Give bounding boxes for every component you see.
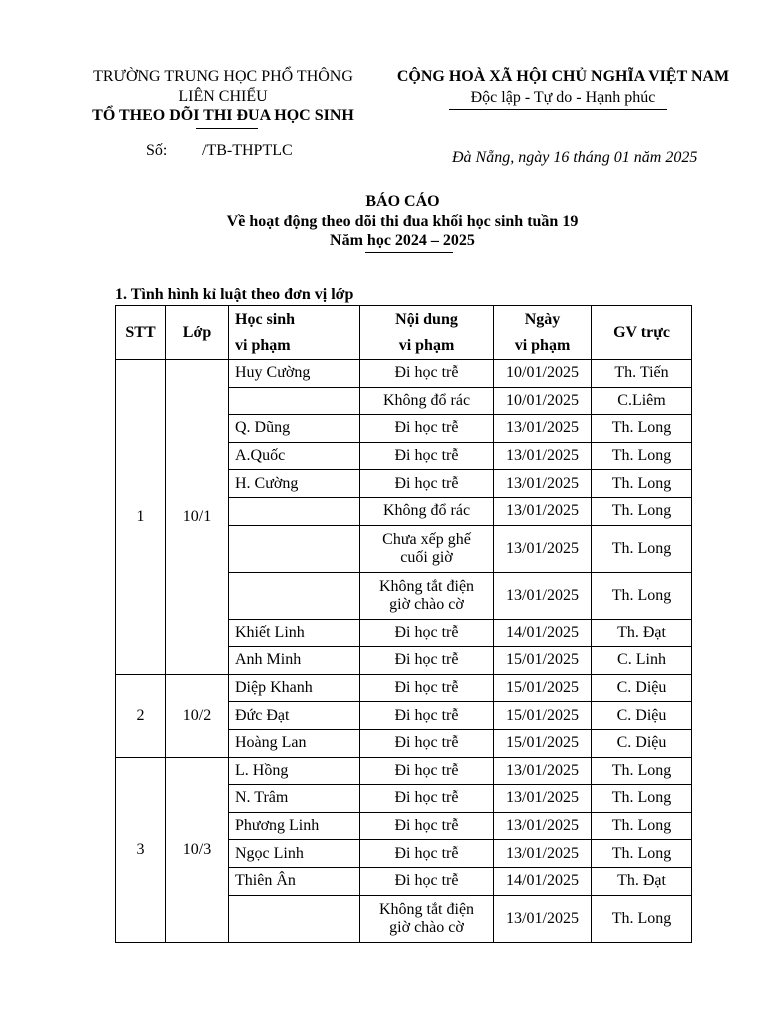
cell-date: 13/01/2025 — [494, 415, 592, 443]
doc-number-suffix: /TB-THPTLC — [202, 142, 293, 159]
table-row — [116, 674, 692, 702]
cell-student: A.Quốc — [229, 442, 360, 470]
cell-teacher: Th. Long — [592, 895, 692, 942]
national-motto: Độc lập - Tự do - Hạnh phúc — [470, 89, 656, 106]
cell-content: Đi học trễ — [360, 415, 494, 443]
country-name: CỘNG HOÀ XÃ HỘI CHỦ NGHĨA VIỆT NAM — [396, 68, 730, 85]
cell-date: 13/01/2025 — [494, 757, 592, 785]
cell-student: L. Hồng — [229, 757, 360, 785]
cell-student: Khiết Linh — [229, 619, 360, 647]
cell-teacher: Th. Long — [592, 525, 692, 572]
cell-teacher: Th. Long — [592, 572, 692, 619]
cell-content: Đi học trễ — [360, 470, 494, 498]
table-header-row — [116, 306, 692, 360]
cell-content: Đi học trễ — [360, 702, 494, 730]
cell-stt: 2 — [116, 674, 166, 757]
cell-teacher: Th. Long — [592, 415, 692, 443]
cell-student: Hoàng Lan — [229, 729, 360, 757]
unit-name: TỔ THEO DÕI THI ĐUA HỌC SINH — [92, 107, 354, 124]
school-year: Năm học 2024 – 2025 — [330, 232, 475, 249]
cell-date: 15/01/2025 — [494, 674, 592, 702]
cell-content: Không tắt điện giờ chào cờ — [360, 572, 494, 619]
doc-number-label: Số: — [146, 142, 168, 159]
cell-student: Thiên Ân — [229, 867, 360, 895]
cell-student — [229, 572, 360, 619]
cell-date: 13/01/2025 — [494, 525, 592, 572]
cell-student: N. Trâm — [229, 785, 360, 813]
cell-teacher: C. Diệu — [592, 729, 692, 757]
cell-student — [229, 387, 360, 415]
cell-date: 13/01/2025 — [494, 785, 592, 813]
unit-underline — [196, 128, 258, 129]
cell-teacher: C. Diệu — [592, 702, 692, 730]
cell-content: Đi học trễ — [360, 757, 494, 785]
cell-date: 13/01/2025 — [494, 470, 592, 498]
cell-date: 14/01/2025 — [494, 619, 592, 647]
cell-student: Q. Dũng — [229, 415, 360, 443]
cell-content: Đi học trễ — [360, 867, 494, 895]
cell-class: 10/2 — [166, 674, 229, 757]
cell-student — [229, 895, 360, 942]
header-stt: STT — [116, 306, 166, 360]
cell-student: Diệp Khanh — [229, 674, 360, 702]
cell-teacher: Th. Long — [592, 470, 692, 498]
cell-teacher: C.Liêm — [592, 387, 692, 415]
cell-content: Không tắt điện giờ chào cờ — [360, 895, 494, 942]
cell-student — [229, 497, 360, 525]
header-date: Ngày vi phạm — [494, 306, 592, 360]
cell-content: Không đổ rác — [360, 387, 494, 415]
table-row — [116, 360, 692, 388]
cell-content: Đi học trễ — [360, 812, 494, 840]
cell-class: 10/3 — [166, 757, 229, 942]
report-title: BÁO CÁO — [365, 193, 440, 210]
cell-teacher: Th. Long — [592, 785, 692, 813]
header-teacher: GV trực — [592, 306, 692, 360]
cell-date: 13/01/2025 — [494, 840, 592, 868]
header-content: Nội dung vi phạm — [360, 306, 494, 360]
table-body — [116, 360, 692, 943]
cell-content: Đi học trễ — [360, 619, 494, 647]
cell-student: Huy Cường — [229, 360, 360, 388]
cell-student: Đức Đạt — [229, 702, 360, 730]
motto-underline — [449, 109, 667, 110]
cell-student: Phương Linh — [229, 812, 360, 840]
cell-student: Anh Minh — [229, 647, 360, 675]
cell-content: Đi học trễ — [360, 785, 494, 813]
cell-date: 13/01/2025 — [494, 497, 592, 525]
cell-date: 10/01/2025 — [494, 360, 592, 388]
discipline-table — [115, 305, 692, 943]
header-class: Lớp — [166, 306, 229, 360]
cell-teacher: Th. Tiến — [592, 360, 692, 388]
cell-content: Đi học trễ — [360, 674, 494, 702]
school-name-line2: LIÊN CHIỂU — [178, 88, 268, 105]
cell-teacher: Th. Đạt — [592, 867, 692, 895]
cell-content: Chưa xếp ghế cuối giờ — [360, 525, 494, 572]
year-underline — [365, 252, 453, 253]
cell-date: 15/01/2025 — [494, 647, 592, 675]
cell-stt: 1 — [116, 360, 166, 675]
cell-teacher: C. Diệu — [592, 674, 692, 702]
cell-student: H. Cường — [229, 470, 360, 498]
cell-student: Ngọc Linh — [229, 840, 360, 868]
cell-date: 14/01/2025 — [494, 867, 592, 895]
cell-date: 13/01/2025 — [494, 895, 592, 942]
cell-date: 13/01/2025 — [494, 442, 592, 470]
cell-teacher: Th. Đạt — [592, 619, 692, 647]
cell-teacher: Th. Long — [592, 442, 692, 470]
cell-date: 13/01/2025 — [494, 812, 592, 840]
section-heading: 1. Tình hình kỉ luật theo đơn vị lớp — [115, 286, 354, 303]
cell-content: Đi học trễ — [360, 729, 494, 757]
cell-content: Đi học trễ — [360, 647, 494, 675]
place-date: Đà Nẵng, ngày 16 tháng 01 năm 2025 — [452, 149, 698, 166]
cell-stt: 3 — [116, 757, 166, 942]
cell-class: 10/1 — [166, 360, 229, 675]
table-row — [116, 757, 692, 785]
cell-content: Đi học trễ — [360, 360, 494, 388]
cell-teacher: Th. Long — [592, 757, 692, 785]
header-student: Học sinh vi phạm — [229, 306, 360, 360]
cell-date: 15/01/2025 — [494, 729, 592, 757]
cell-teacher: C. Linh — [592, 647, 692, 675]
cell-teacher: Th. Long — [592, 812, 692, 840]
school-name-line1: TRƯỜNG TRUNG HỌC PHỔ THÔNG — [93, 68, 353, 85]
cell-content: Đi học trễ — [360, 840, 494, 868]
cell-student — [229, 525, 360, 572]
cell-date: 15/01/2025 — [494, 702, 592, 730]
cell-date: 13/01/2025 — [494, 572, 592, 619]
cell-date: 10/01/2025 — [494, 387, 592, 415]
cell-teacher: Th. Long — [592, 840, 692, 868]
cell-teacher: Th. Long — [592, 497, 692, 525]
cell-content: Không đổ rác — [360, 497, 494, 525]
cell-content: Đi học trễ — [360, 442, 494, 470]
report-subtitle: Về hoạt động theo dõi thi đua khối học sinh tuần 19 — [226, 213, 579, 230]
